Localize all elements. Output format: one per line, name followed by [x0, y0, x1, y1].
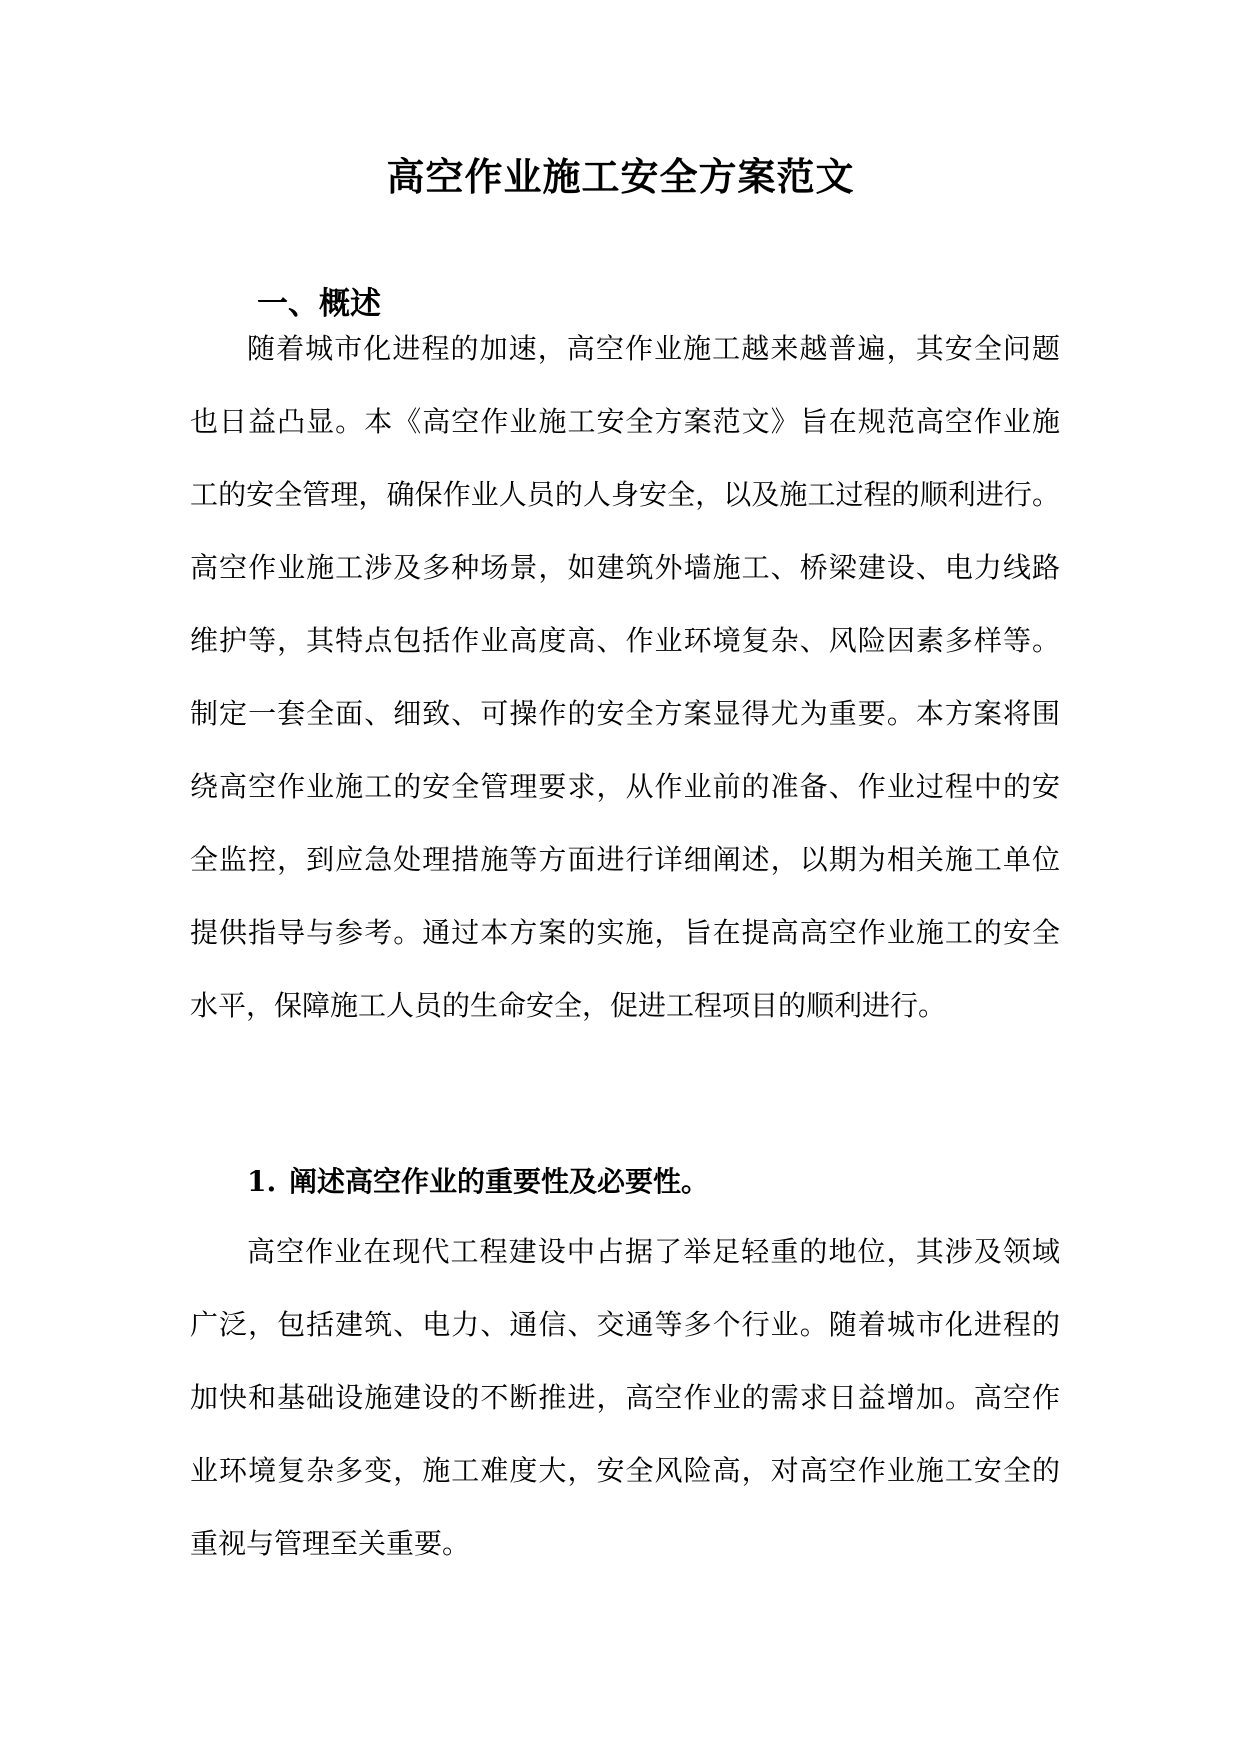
- paragraph-line: 制定一套全面、细致、可操作的安全方案显得尤为重要。本方案将围: [190, 697, 1060, 730]
- document-title: 高空作业施工安全方案范文: [386, 154, 855, 199]
- paragraph-line: 全监控，到应急处理措施等方面进行详细阐述，以期为相关施工单位: [190, 843, 1060, 876]
- paragraph-line: 高空作业施工涉及多种场景，如建筑外墙施工、桥梁建设、电力线路: [190, 551, 1060, 584]
- subsection-heading-importance: [247, 1160, 709, 1204]
- paragraph-line: 工的安全管理，确保作业人员的人身安全，以及施工过程的顺利进行。: [190, 478, 1060, 511]
- paragraph-line: 也日益凸显。本《高空作业施工安全方案范文》旨在规范高空作业施: [190, 405, 1060, 438]
- paragraph-line: 维护等，其特点包括作业高度高、作业环境复杂、风险因素多样等。: [190, 624, 1060, 657]
- paragraph-line: 广泛，包括建筑、电力、通信、交通等多个行业。随着城市化进程的: [190, 1308, 1060, 1341]
- section-heading-overview: 一、概述: [257, 286, 381, 322]
- paragraph-line: 加快和基础设施建设的不断推进，高空作业的需求日益增加。高空作: [190, 1381, 1060, 1414]
- paragraph-line: 绕高空作业施工的安全管理要求，从作业前的准备、作业过程中的安: [190, 770, 1060, 803]
- subsection-number: 1.: [247, 1165, 277, 1198]
- subsection-title: 阐述高空作业的重要性及必要性。: [289, 1165, 710, 1198]
- paragraph-line: 业环境复杂多变，施工难度大，安全风险高，对高空作业施工安全的: [190, 1454, 1060, 1487]
- paragraph-line: 高空作业在现代工程建设中占据了举足轻重的地位，其涉及领域: [247, 1235, 1060, 1268]
- paragraph-line: 随着城市化进程的加速，高空作业施工越来越普遍，其安全问题: [247, 332, 1060, 365]
- paragraph-line: 水平，保障施工人员的生命安全，促进工程项目的顺利进行。: [190, 989, 947, 1022]
- paragraph-line: 提供指导与参考。通过本方案的实施，旨在提高高空作业施工的安全: [190, 916, 1060, 949]
- paragraph-line: 重视与管理至关重要。: [190, 1527, 471, 1560]
